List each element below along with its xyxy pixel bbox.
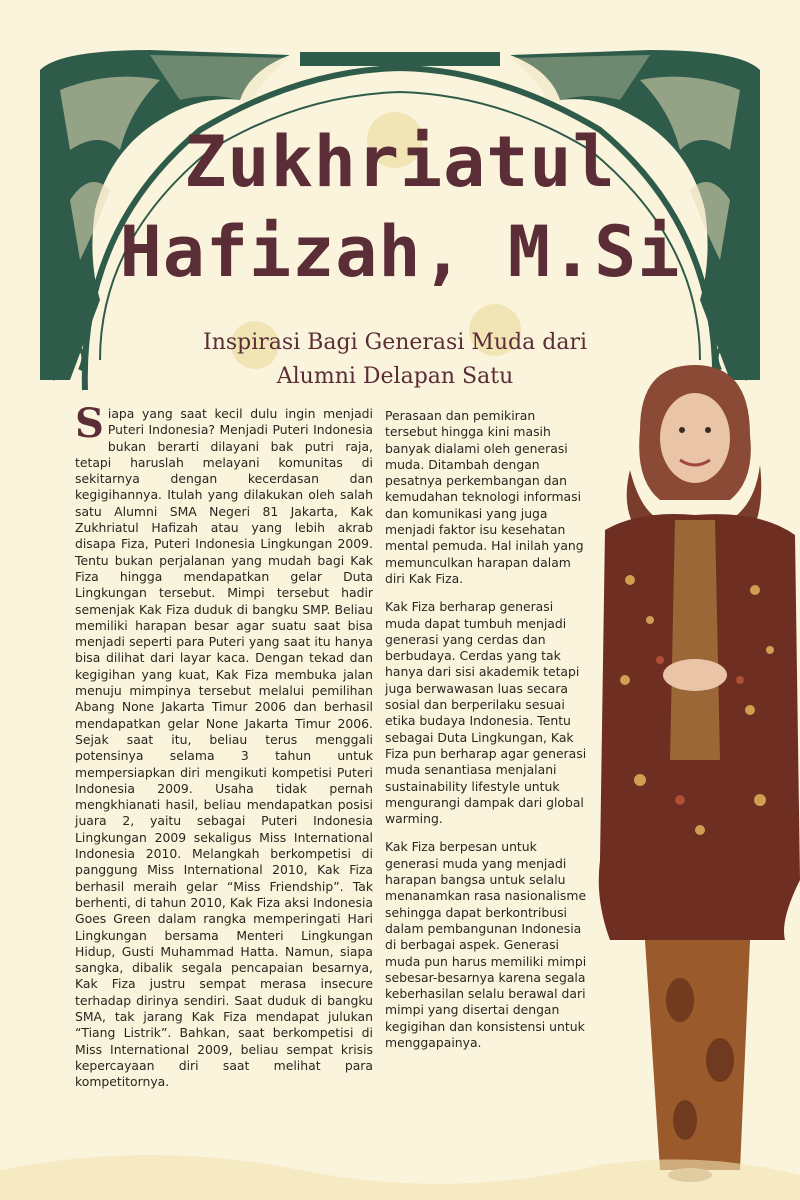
article-left-column [75, 400, 373, 1102]
subtitle-line-1: Inspirasi Bagi Generasi Muda dari [203, 330, 587, 355]
paragraph: iapa yang saat kecil dulu ingin menjadi Puteri Indonesia? Menjadi Puteri Indonesia bukan berarti dilayani bak putri raja, tetapi haruslah melayani komunitas di sekitarnya dengan kecerdasan dan kegigihannya. Itulah yang dilakukan oleh salah satu Alumni SMA Negeri 81 Jakarta, Kak Zukhriatul Hafizah atau yang lebih akrab disapa Fiza, Puteri Indonesia Lingkungan 2009. Tentu bukan perjalanan yang mudah bagi Kak Fiza hingga mendapatkan gelar Duta Lingkungan tersebut. Mimpi tersebut hadir semenjak Kak Fiza duduk di bangku SMP. Beliau memiliki harapan besar agar suatu saat bisa menjadi seperti para Puteri yang saat itu hanya bisa dilihat dari layar kaca. Dengan tekad dan kegigihan yang kuat, Kak Fiza membuka jalan menuju mimpinya tersebut melalui pemilihan Abang None Jakarta Timur 2006 dan berhasil mendapatkan gelar None Jakarta Timur 2006. Sejak saat itu, beliau terus menggali potensinya selama 3 tahun untuk mempersiapkan diri mengikuti kompetisi Puteri Indonesia 2009. Usaha tidak pernah mengkhianati hasil, beliau mendapatkan posisi juara 2, yaitu sebagai Puteri Indonesia Lingkungan 2009 sekaligus Miss International Indonesia 2010. Melangkah berkompetisi di panggung Miss International 2010, Kak Fiza berhasil meraih gelar “Miss Friendship”. Tak berhenti, di tahun 2010, Kak Fiza aksi Indonesia Goes Green dalam rangka memperingati Hari Lingkungan bersama Menteri Lingkungan Hidup, Gusti Muhammad Hatta. Namun, siapa sangka, dibalik segala pencapaian besarnya, Kak Fiza justru sempat merasa insecure terhadap dirinya sendiri. Saat duduk di bangku SMA, tak jarang Kak Fiza mendapat julukan “Tiang Listrik”. Bahkan, saat berkompetisi di Miss International 2009, beliau sempat krisis kepercayaan diri saat melihat para kompetitornya. [75, 406, 373, 1090]
bottom-ornament [0, 1080, 800, 1200]
paragraph: Kak Fiza berpesan untuk generasi muda yang menjadi harapan bangsa untuk selalu menanamkan rasa nasionalisme sehingga dapat berkontribusi dalam pembangunan Indonesia di berbagai aspek. Generasi muda pun harus memiliki mimpi sebesar-besarnya karena segala keberhasilan selalu berawal dari mimpi yang disertai dengan kegigihan dan konsistensi untuk menggapainya. [385, 839, 587, 1050]
woman-in-batik-dress-image [580, 360, 800, 1200]
title-line-2: Hafizah, M.Si [119, 211, 681, 293]
paragraph: Perasaan dan pemikiran tersebut hingga kini masih banyak dialami oleh generasi muda. Ditambah dengan pesatnya perkembangan dan kemudahan teknologi informasi dan komunikasi yang juga menjadi faktor isu kesehatan mental pemuda. Hal inilah yang memunculkan harapan dalam diri Kak Fiza. [385, 408, 584, 586]
title-line-1: Zukhriatul [184, 121, 616, 203]
top-bar-ornament [300, 52, 500, 66]
subtitle-line-2: Alumni Delapan Satu [276, 364, 514, 389]
subtitle [180, 326, 610, 394]
article-mid-column [385, 408, 591, 1063]
paragraph: Kak Fiza berharap generasi muda dapat tumbuh menjadi generasi yang cerdas dan berbudaya. Cerdas yang tak hanya dari sisi akademik tetapi juga berwawasan luas secara sosial dan berperilaku sesuai etika budaya Indonesia. Tentu sebagai Duta Lingkungan, Kak Fiza pun berharap agar generasi muda senantiasa menjalani sustainability lifestyle untuk mengurangi dampak dari global warming. [385, 599, 587, 827]
drop-cap: S [75, 400, 104, 447]
